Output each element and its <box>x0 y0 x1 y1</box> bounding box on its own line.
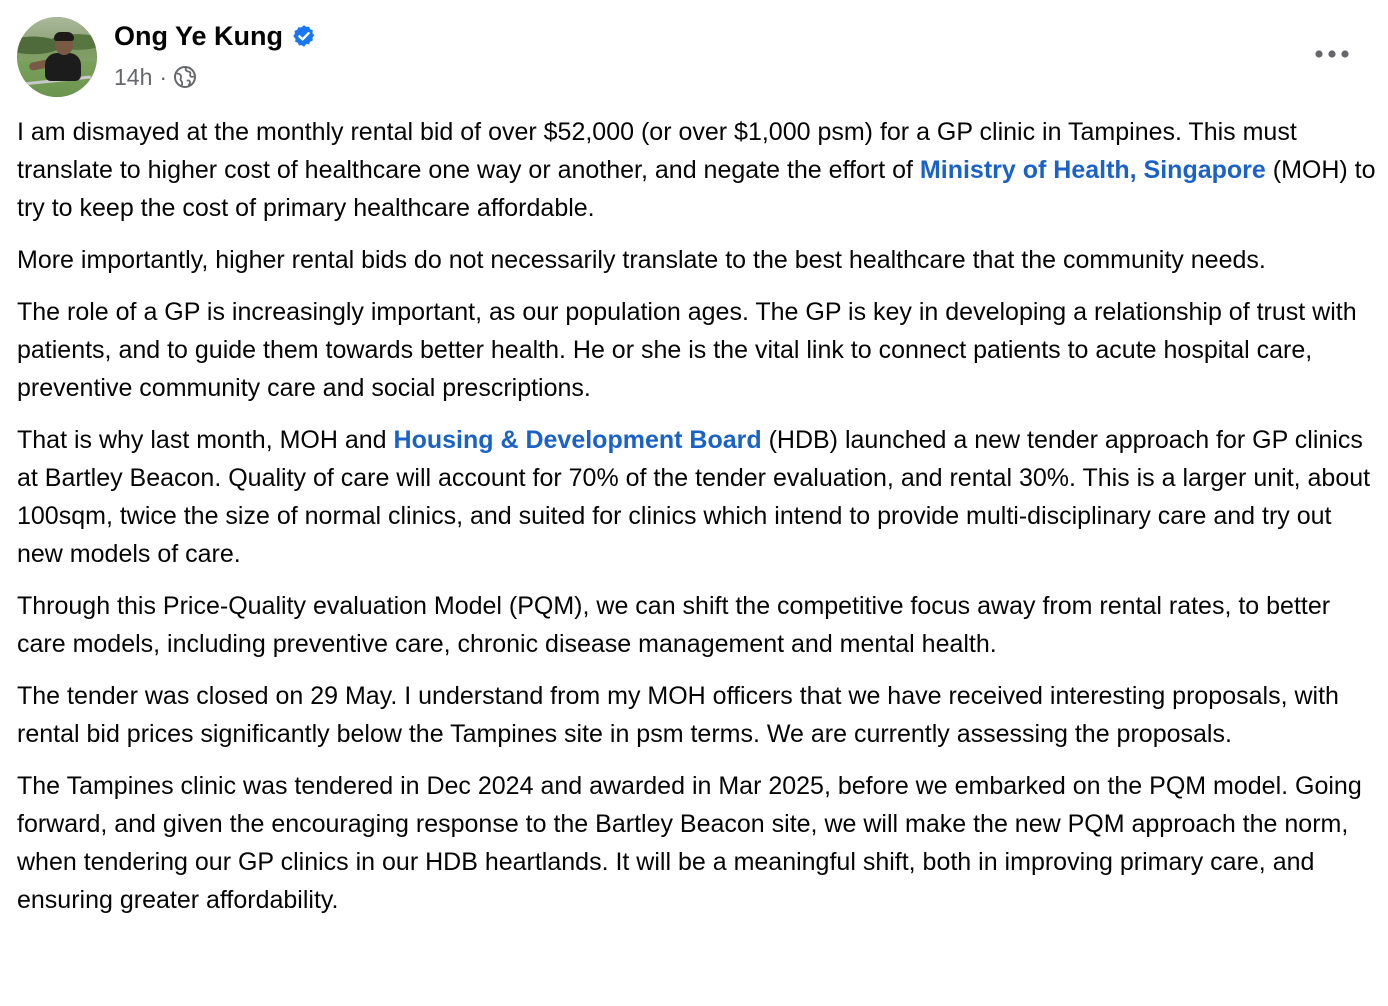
post-paragraph: More importantly, higher rental bids do not necessarily translate to the best healthcare that the community needs. <box>17 246 1266 274</box>
author-avatar[interactable] <box>17 17 97 97</box>
more-options-icon <box>1314 49 1350 59</box>
paragraph-text: (MOH) to try to keep the cost of primary healthcare affordable. <box>17 156 1376 222</box>
mention-link-hdb[interactable]: Housing & Development Board <box>393 426 762 454</box>
post-paragraph: The Tampines clinic was tendered in Dec 2024 and awarded in Mar 2025, before we embarked on the PQM model. Going forward, and given the encouraging response to the Bartley Beacon site, we will make the new PQM approach the norm, when tendering our GP clinics in our HDB heartlands. It will be a meaningful shift, both in improving primary care, and ensuring greater affordability. <box>17 772 1362 914</box>
author-name[interactable]: Ong Ye Kung <box>114 21 284 51</box>
post-paragraph <box>17 113 1377 227</box>
post-meta <box>114 17 316 95</box>
author-row <box>114 17 316 55</box>
paragraph-text: I am dismayed at the monthly rental bid of over $52,000 (or over $1,000 psm) for a GP clinic in Tampines. This must translate to higher cost of healthcare one way or another, and negate the effort of <box>17 118 1297 184</box>
verified-badge-icon <box>292 24 316 48</box>
paragraph-text: (HDB) launched a new tender approach for GP clinics at Bartley Beacon. Quality of care will account for 70% of the tender evaluation, and rental 30%. This is a larger unit, about 100sqm, twice the size of normal clinics, and suited for clinics which intend to provide multi-disciplinary care and try out new models of care. <box>17 426 1371 568</box>
more-options-button[interactable] <box>1312 40 1352 68</box>
post-subline <box>114 59 316 95</box>
post-paragraph: The tender was closed on 29 May. I understand from my MOH officers that we have received interesting proposals, with rental bid prices significantly below the Tampines site in psm terms. We are currently assessing the proposals. <box>17 682 1339 748</box>
separator-dot: · <box>159 64 168 90</box>
post-paragraph: Through this Price-Quality evaluation Model (PQM), we can shift the competitive focus away from rental rates, to better care models, including preventive care, chronic disease management and mental health. <box>17 592 1331 658</box>
avatar-detail <box>45 53 81 81</box>
post-header <box>17 17 316 99</box>
post-paragraph <box>17 421 1377 573</box>
paragraph-text: That is why last month, MOH and <box>17 426 394 454</box>
globe-icon <box>173 65 197 89</box>
post-paragraph: The role of a GP is increasingly important, as our population ages. The GP is key in developing a relationship of trust with patients, and to guide them towards better health. He or she is the vital link to connect patients to acute hospital care, preventive community care and social prescriptions. <box>17 298 1357 402</box>
avatar-detail <box>54 32 74 41</box>
mention-link-ministry-of-health[interactable]: Ministry of Health, Singapore <box>919 156 1266 184</box>
post-timestamp[interactable]: 14h <box>114 64 153 90</box>
post-body <box>17 113 1377 933</box>
